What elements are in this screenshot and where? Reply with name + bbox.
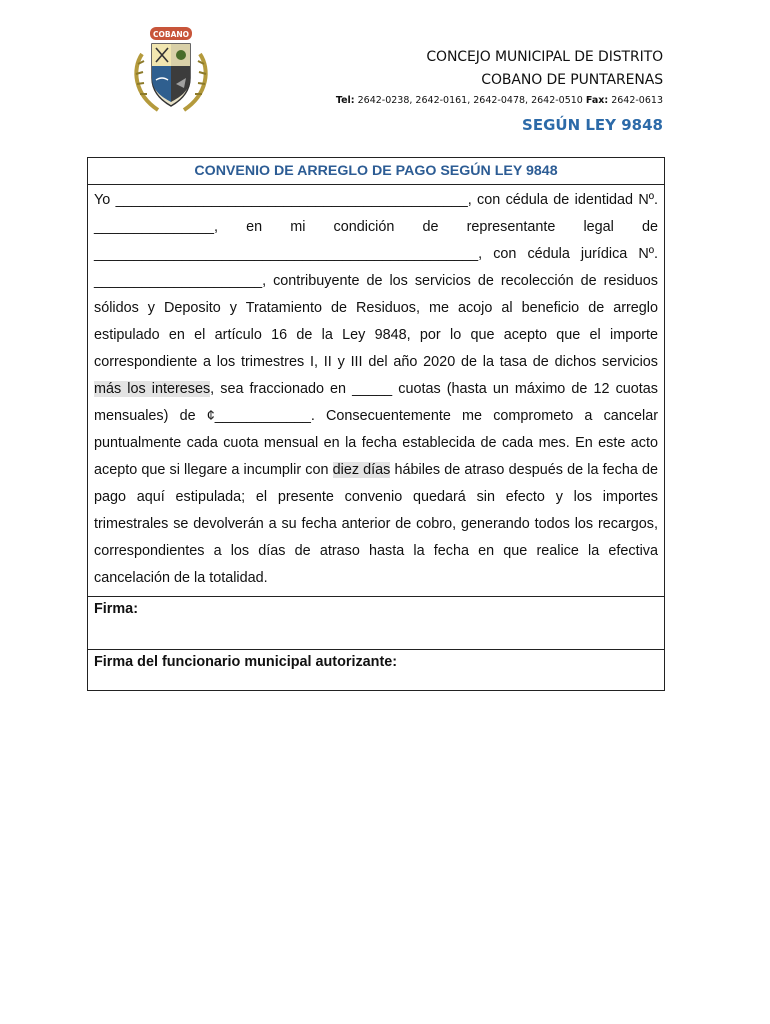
tel-label: Tel: [335, 95, 355, 106]
agreement-body [88, 184, 664, 596]
highlight-diez-dias: diez días [332, 462, 391, 478]
agreement-text-part-3: hábiles de atraso después de la fecha de pago aquí estipulada; el presente convenio quedará sin efecto y los importes trimestrales se devolverán a su fecha anterior de cobro, generando todos los recargos, correspondientes a los días de atraso hasta la fecha en que realice la efectiva cancelación de la totalidad. [94, 462, 658, 586]
agreement-text-part-1: Yo ____________________________________________, con cédula de identidad Nº. _______________, en mi condición de representante legal de ________________________________________________, con cédula jurídica Nº. _____________________, contribuyente de los servicios de recolección de residuos sólidos y Deposito y Tratamiento de Residuos, me acojo al beneficio de arreglo estipulado en el artículo 16 de la Ley 9848, por lo que acepto que el importe correspondiente a los trimestres I, II y III del año 2020 de la tasa de dichos servicios [94, 192, 658, 370]
fax-label: Fax: [585, 95, 609, 106]
agreement-form-table [87, 157, 665, 691]
tel-numbers: 2642-0238, 2642-0161, 2642-0478, 2642-0510 [357, 95, 583, 106]
council-location: COBANO DE PUNTARENAS [481, 72, 663, 88]
highlight-intereses: más los intereses [94, 381, 211, 397]
signature-field[interactable] [88, 596, 664, 649]
contact-line [336, 95, 663, 106]
official-signature-field[interactable] [88, 649, 664, 690]
signature-label: Firma: [94, 601, 138, 617]
official-signature-label: Firma del funcionario municipal autorizante: [94, 654, 398, 670]
logo-banner-text: COBANO [152, 30, 190, 39]
letterhead [336, 46, 663, 134]
municipal-coat-of-arms-logo [128, 24, 214, 118]
agreement-text-part-2: , sea fraccionado en _____ cuotas (hasta un máximo de 12 cuotas mensuales) de ¢____________. Consecuentemente me comprometo a cancelar puntualmente cada cuota mensual en la fecha establecida de cada mes. En este acto acepto que si llegare a incumplir con [94, 381, 658, 478]
fax-number: 2642-0613 [611, 95, 663, 106]
law-reference: SEGÚN LEY 9848 [522, 116, 663, 134]
council-name: CONCEJO MUNICIPAL DE DISTRITO [426, 49, 663, 65]
form-title: CONVENIO DE ARREGLO DE PAGO SEGÚN LEY 9848 [194, 163, 558, 179]
